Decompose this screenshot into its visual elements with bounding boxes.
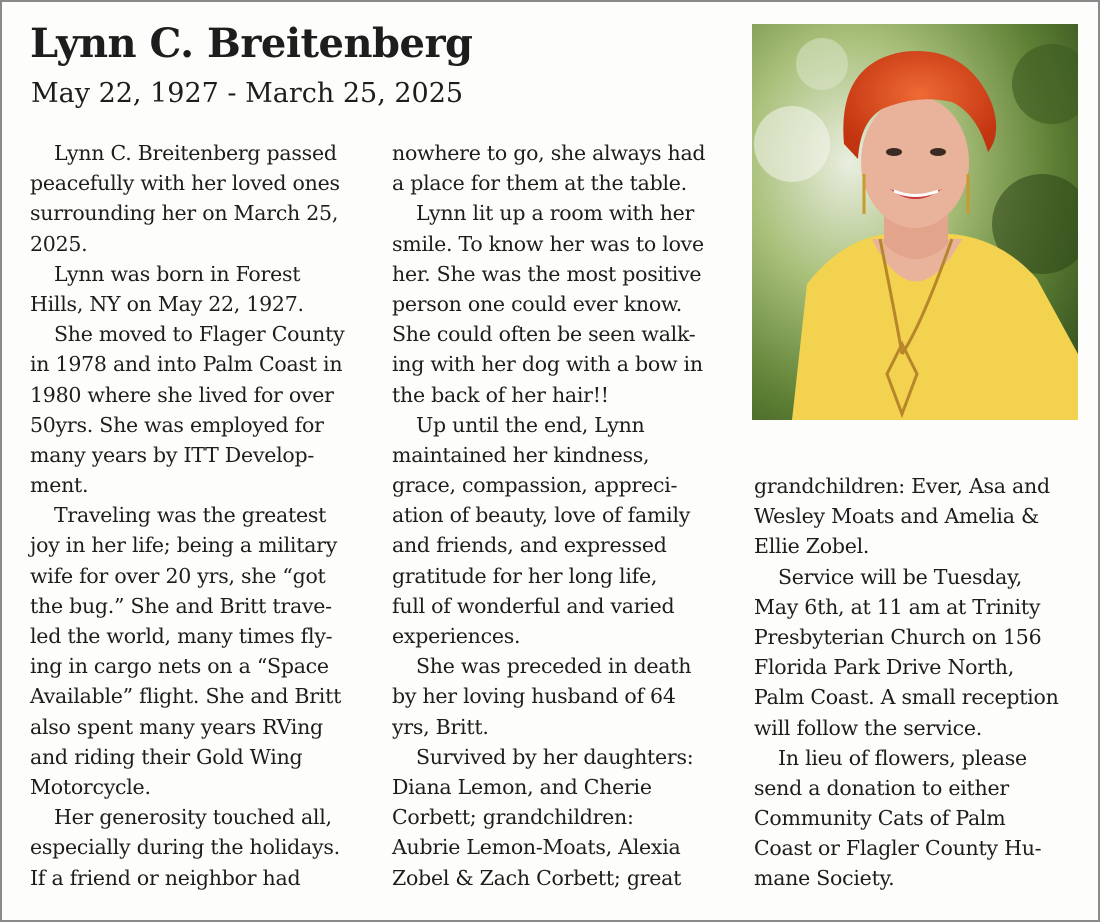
text-line: She moved to Flager County [54, 322, 345, 347]
text-line: Hills, NY on May 22, 1927. [30, 291, 304, 316]
text-line: smile. To know her was to love [392, 231, 704, 256]
text-line: in 1978 and into Palm Coast in [30, 352, 343, 377]
text-column-3 [754, 471, 1059, 894]
text-line: Traveling was the greatest [54, 503, 327, 528]
text-line: 50yrs. She was employed for [30, 412, 324, 437]
text-line: send a donation to either [754, 775, 1009, 800]
text-line: mane Society. [754, 866, 895, 891]
text-line: ment. [30, 473, 89, 498]
text-line: ing in cargo nets on a “Space [30, 654, 329, 679]
text-line: Lynn C. Breitenberg passed [54, 141, 337, 165]
text-line: ing with her dog with a bow in [392, 352, 703, 377]
text-line: also spent many years RVing [30, 714, 323, 739]
text-column-1 [30, 138, 344, 893]
text-column-2 [392, 138, 705, 893]
text-line: the back of her hair!! [392, 382, 609, 407]
text-line: She was preceded in death [416, 654, 692, 679]
text-line: grace, compassion, appreci- [392, 473, 678, 498]
text-line: the bug.” She and Britt trave- [30, 593, 332, 618]
text-line: Presbyterian Church on 156 [754, 624, 1042, 649]
text-line: Her generosity touched all, [54, 805, 332, 830]
text-line: ation of beauty, love of family [392, 503, 691, 528]
text-line: Florida Park Drive North, [754, 655, 1014, 680]
text-line: Community Cats of Palm [754, 806, 1006, 831]
text-line: Service will be Tuesday, [778, 564, 1022, 589]
text-line: will follow the service. [754, 715, 982, 740]
text-line: Aubrie Lemon-Moats, Alexia [392, 835, 681, 860]
text-line: If a friend or neighbor had [30, 865, 301, 890]
text-line: Wesley Moats and Amelia & [754, 504, 1039, 529]
text-line: surrounding her on March 25, [30, 201, 339, 226]
text-line: Zobel & Zach Corbett; great [392, 865, 682, 890]
obituary-name: Lynn C. Breitenberg [30, 20, 473, 67]
text-line: especially during the holidays. [30, 835, 340, 860]
text-line: 1980 where she lived for over [30, 382, 334, 407]
text-line: Up until the end, Lynn [416, 412, 645, 437]
text-line: May 6th, at 11 am at Trinity [754, 594, 1041, 619]
text-line: Lynn lit up a room with her [416, 201, 695, 226]
text-line: wife for over 20 yrs, she “got [30, 563, 326, 588]
text-line: In lieu of flowers, please [778, 745, 1027, 770]
text-line: and riding their Gold Wing [30, 744, 303, 769]
text-line: Palm Coast. A small reception [754, 685, 1059, 710]
obituary-dates: May 22, 1927 - March 25, 2025 [31, 78, 464, 109]
text-line: Available” flight. She and Britt [30, 684, 342, 709]
text-line: peacefully with her loved ones [30, 171, 340, 196]
text-line: Coast or Flagler County Hu- [754, 836, 1042, 861]
text-line: her. She was the most positive [392, 261, 702, 286]
text-line: and friends, and expressed [392, 533, 667, 558]
text-line: many years by ITT Develop- [30, 442, 315, 467]
text-line: Diana Lemon, and Cherie [392, 774, 652, 799]
portrait-photo-icon [752, 24, 1078, 420]
text-line: by her loving husband of 64 [392, 684, 676, 709]
text-line: experiences. [392, 624, 521, 648]
text-line: Survived by her daughters: [416, 744, 694, 769]
text-line: nowhere to go, she always had [392, 141, 706, 165]
portrait-photo [752, 24, 1078, 420]
text-line: joy in her life; being a military [30, 533, 338, 558]
text-line: grandchildren: Ever, Asa and [754, 474, 1050, 498]
text-line: Corbett; grandchildren: [392, 805, 634, 830]
text-line: gratitude for her long life, [392, 563, 658, 588]
text-line: Motorcycle. [30, 774, 151, 799]
text-line: led the world, many times fly- [30, 624, 333, 648]
text-line: Ellie Zobel. [754, 534, 870, 559]
text-line: person one could ever know. [392, 291, 683, 316]
text-line: Lynn was born in Forest [54, 261, 301, 286]
text-line: She could often be seen walk- [392, 322, 696, 347]
text-line: 2025. [30, 231, 88, 256]
text-line: yrs, Britt. [392, 714, 489, 739]
text-line: maintained her kindness, [392, 442, 650, 467]
text-line: full of wonderful and varied [392, 593, 675, 618]
text-line: a place for them at the table. [392, 171, 687, 196]
